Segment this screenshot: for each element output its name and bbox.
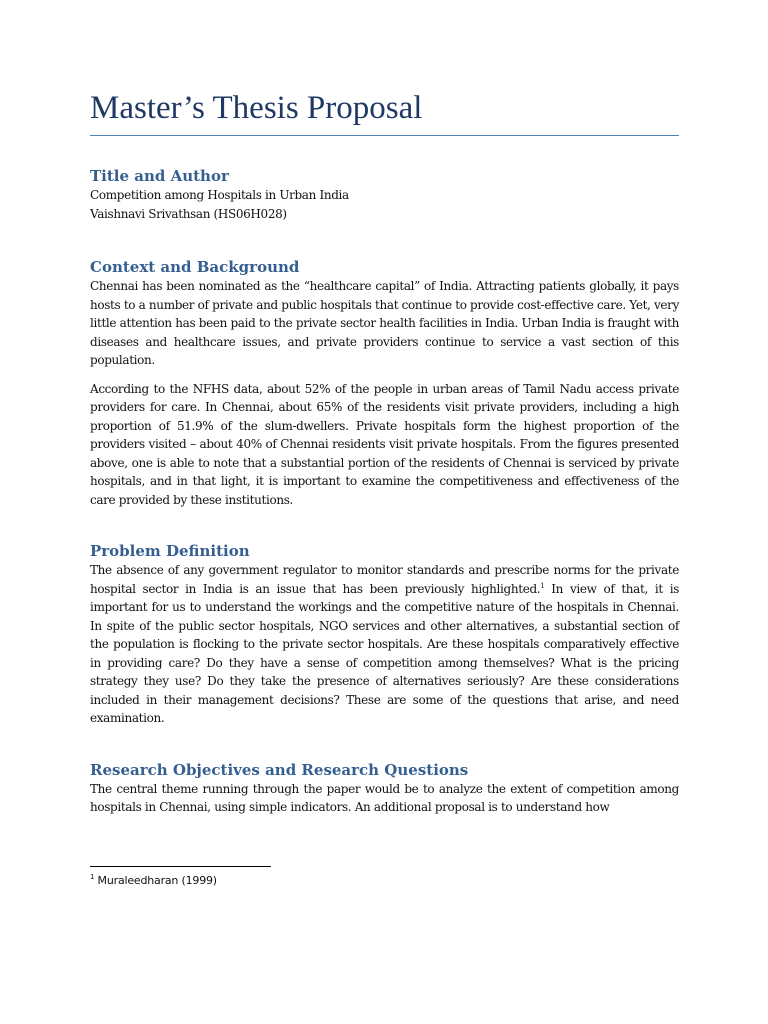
footnote-text: Muraleedharan (1999) [94,874,217,887]
section-research [90,760,679,817]
context-paragraph-1: Chennai has been nominated as the “healthcare capital” of India. Attracting patients globally, it pays hosts to a number of private and public hospitals that continue to provide cost-effective care. Yet, very little attention has been paid to the private sector health facilities in India. Urban India is fraught with diseases and healthcare issues, and private providers continue to service a vast section of this population. [90,279,679,367]
thesis-title-line: Competition among Hospitals in Urban India [90,188,349,202]
section-context [90,257,679,509]
title-author-block [90,186,679,223]
context-paragraph-2: According to the NFHS data, about 52% of the people in urban areas of Tamil Nadu access private providers for care. In Chennai, about 65% of the residents visit private providers, including a high proportion of 51.9% of the slum-dwellers. Private hospitals form the highest proportion of the providers visited – about 40% of Chennai residents visit private hospitals. From the figures presented above, one is able to note that a substantial portion of the residents of Chennai is serviced by private hospitals, and in that light, it is important to examine the competitiveness and effectiveness of the care provided by these institutions. [90,381,679,507]
section-heading-title-author: Title and Author [90,167,229,185]
footnote-reference[interactable]: 1 [540,581,545,590]
footnote-number: 1 [90,873,95,881]
section-heading-research: Research Objectives and Research Questions [90,760,469,779]
author-line: Vaishnavi Srivathsan (HS06H028) [90,206,287,221]
footnote [90,874,217,887]
section-heading-context: Context and Background [90,258,300,276]
section-title-author [90,166,679,223]
problem-paragraph [90,561,679,728]
section-problem [90,541,679,728]
footnote-separator [90,866,271,867]
section-heading-problem: Problem Definition [90,542,250,560]
problem-text-a: The absence of any government regulator to monitor standards and prescribe norms for the private hospital sector in India is an issue that has been previously highlighted. [90,563,679,596]
research-paragraph: The central theme running through the paper would be to analyze the extent of competition among hospitals in Chennai, using simple indicators. An additional proposal is to understand how [90,781,679,814]
document-body [90,86,679,817]
document-title: Master’s Thesis Proposal [90,86,679,136]
problem-text-b: In view of that, it is important for us to understand the workings and the competitive nature of the hospitals in Chennai. In spite of the public sector hospitals, NGO services and other alternatives, a substantial section of the population is flocking to the private sector hospitals. Are these hospitals comparatively effective in providing care? Do they have a sense of competition among themselves? What is the pricing strategy they use? Do they take the presence of alternatives seriously? Are these considerations included in their management decisions? These are some of the questions that arise, and need examination. [90,581,679,725]
